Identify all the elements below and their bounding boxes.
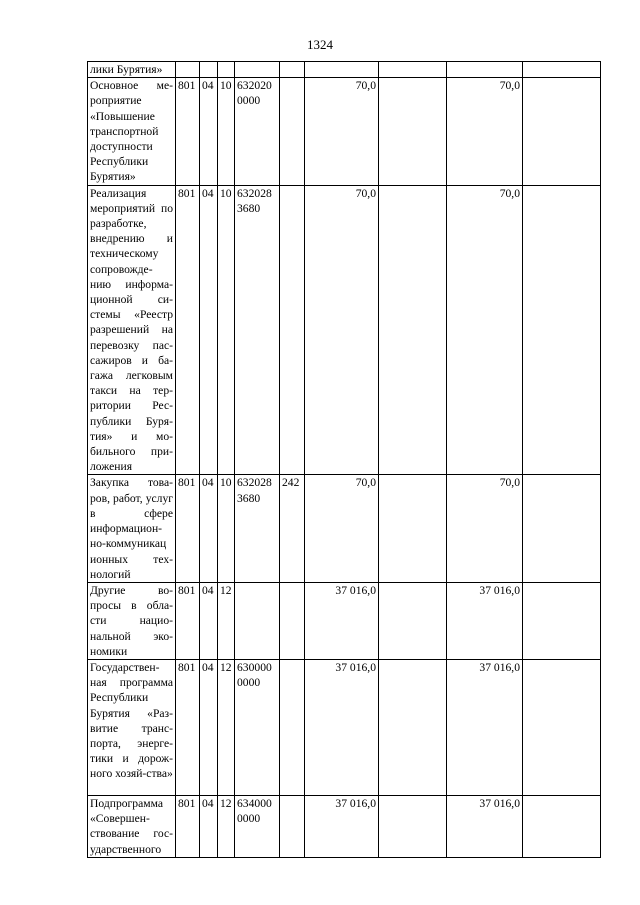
- row-name: Основное ме-роприятие «Повышение транспортной доступности Республики Бурятия»: [88, 78, 176, 185]
- amount-federal: 37 016,0: [447, 795, 523, 857]
- section-code: 04: [200, 78, 218, 185]
- amount-blank-2: [523, 582, 601, 659]
- table-row: [88, 62, 601, 78]
- expense-type-code: [280, 185, 305, 475]
- amount-blank-2: [523, 795, 601, 857]
- amount-federal: 70,0: [447, 78, 523, 185]
- row-name: Реализация мероприятий по разработке, внедрению и техническому сопровожде-нию информа-ционной си-стемы «Реестр разрешений на перевозку пас-сажиров и ба-гажа легковым такси на тер-ритории Рес-публики Буря-тия» и мо-бильного при-ложения: [88, 185, 176, 475]
- subsection-code: 10: [218, 185, 235, 475]
- section-code: 04: [200, 659, 218, 795]
- table-row: [88, 475, 601, 582]
- target-article-code: [235, 582, 280, 659]
- page-number: 1324: [307, 37, 333, 52]
- expense-type-code: [280, 795, 305, 857]
- subsection-code: 10: [218, 78, 235, 185]
- target-article-code: 632028 3680: [235, 475, 280, 582]
- amount-blank-2: [523, 475, 601, 582]
- row-name: Другие во-просы в обла-сти нацио-нальной эко-номики: [88, 582, 176, 659]
- amount-federal: 37 016,0: [447, 582, 523, 659]
- amount-federal: 37 016,0: [447, 659, 523, 795]
- target-article-code: 634000 0000: [235, 795, 280, 857]
- section-code: [200, 62, 218, 78]
- amount-federal: 70,0: [447, 185, 523, 475]
- amount-blank-1: [379, 78, 447, 185]
- amount-total: 70,0: [305, 185, 379, 475]
- ministry-code: 801: [176, 78, 200, 185]
- subsection-code: 12: [218, 659, 235, 795]
- row-name: Подпрограмма «Совершен-ствование гос-ударственного: [88, 795, 176, 857]
- row-name: Государствен-ная программа Республики Бурятия «Раз-витие транс-порта, энерге-тики и дорож-ного хозяй-ства»: [88, 659, 176, 795]
- ministry-code: 801: [176, 795, 200, 857]
- amount-blank-2: [523, 62, 601, 78]
- target-article-code: 630000 0000: [235, 659, 280, 795]
- ministry-code: 801: [176, 185, 200, 475]
- subsection-code: [218, 62, 235, 78]
- section-code: 04: [200, 582, 218, 659]
- amount-blank-1: [379, 659, 447, 795]
- section-code: 04: [200, 475, 218, 582]
- amount-blank-2: [523, 659, 601, 795]
- amount-blank-1: [379, 795, 447, 857]
- target-article-code: 632020 0000: [235, 78, 280, 185]
- section-code: 04: [200, 185, 218, 475]
- budget-table: [87, 61, 601, 858]
- table-row: [88, 185, 601, 475]
- amount-total: 37 016,0: [305, 582, 379, 659]
- table-row: [88, 659, 601, 795]
- amount-total: 37 016,0: [305, 659, 379, 795]
- amount-blank-1: [379, 62, 447, 78]
- amount-federal: 70,0: [447, 475, 523, 582]
- amount-federal: [447, 62, 523, 78]
- ministry-code: 801: [176, 659, 200, 795]
- row-name: лики Бурятия»: [88, 62, 176, 78]
- subsection-code: 10: [218, 475, 235, 582]
- expense-type-code: [280, 659, 305, 795]
- amount-total: 70,0: [305, 475, 379, 582]
- amount-blank-1: [379, 582, 447, 659]
- target-article-code: 632028 3680: [235, 185, 280, 475]
- expense-type-code: [280, 78, 305, 185]
- subsection-code: 12: [218, 582, 235, 659]
- amount-blank-1: [379, 475, 447, 582]
- ministry-code: [176, 62, 200, 78]
- expense-type-code: 242: [280, 475, 305, 582]
- row-name: Закупка това-ров, работ, услуг в сфере информацион-но-коммуникац ионных тех-нологий: [88, 475, 176, 582]
- subsection-code: 12: [218, 795, 235, 857]
- target-article-code: [235, 62, 280, 78]
- amount-total: 70,0: [305, 78, 379, 185]
- table-row: [88, 78, 601, 185]
- ministry-code: 801: [176, 582, 200, 659]
- amount-blank-2: [523, 78, 601, 185]
- amount-blank-1: [379, 185, 447, 475]
- expense-type-code: [280, 582, 305, 659]
- expense-type-code: [280, 62, 305, 78]
- table-row: [88, 582, 601, 659]
- table-row: [88, 795, 601, 857]
- ministry-code: 801: [176, 475, 200, 582]
- amount-total: [305, 62, 379, 78]
- section-code: 04: [200, 795, 218, 857]
- amount-blank-2: [523, 185, 601, 475]
- amount-total: 37 016,0: [305, 795, 379, 857]
